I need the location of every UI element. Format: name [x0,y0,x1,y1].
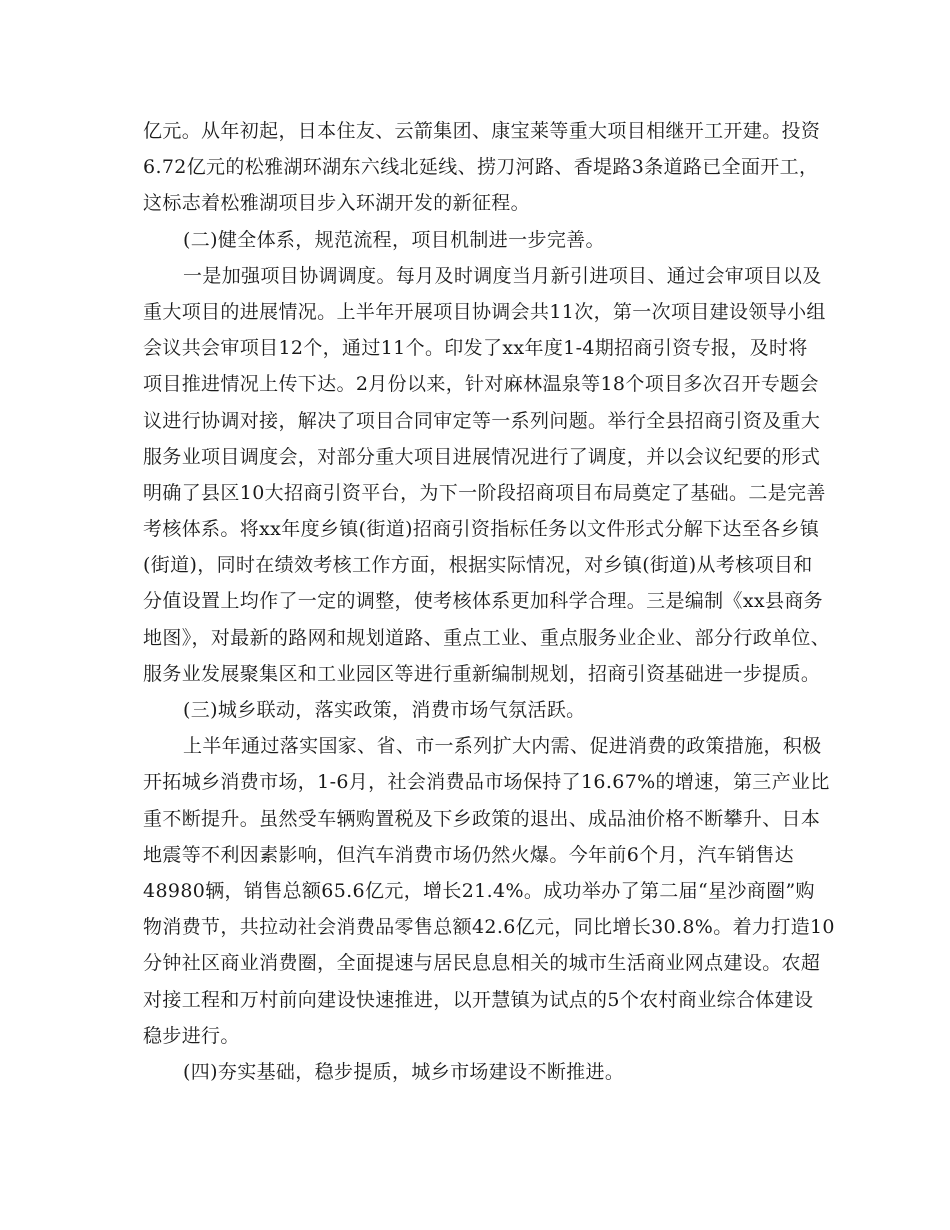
text-line: 地震等不利因素影响，但汽车消费市场仍然火爆。今年前6个月，汽车销售达 [143,843,794,866]
text-line: 稳步进行。 [143,1024,240,1047]
document-body [143,113,835,1090]
text-line: 这标志着松雅湖项目步入环湖开发的新征程。 [143,192,531,215]
text-line: 物消费节，共拉动社会消费品零售总额42.6亿元，同比增长30.8%。着力打造10 [143,916,835,939]
text-line: 分值设置上均作了一定的调整，使考核体系更加科学合理。三是编制《xx县商务 [143,590,824,613]
section-heading-4: (四)夯实基础，稳步提质，城乡市场建设不断推进。 [183,1060,625,1083]
text-line: 分钟社区商业消费圈，全面提速与居民息息相关的城市生活商业网点建设。农超 [143,952,821,975]
text-line: 会议共会审项目12个，通过11个。印发了xx年度1-4期招商引资专报，及时将 [143,337,808,360]
text-line: 一是加强项目协调调度。每月及时调度当月新引进项目、通过会审项目以及 [183,264,822,287]
text-line: 对接工程和万村前向建设快速推进，以开慧镇为试点的5个农村商业综合体建设 [143,988,814,1011]
text-line: 项目推进情况上传下达。2月份以来，针对麻林温泉等18个项目多次召开专题会 [143,373,819,396]
text-line: 考核体系。将xx年度乡镇(街道)招商引资指标任务以文件形式分解下达至各乡镇 [143,518,820,541]
text-line: 6.72亿元的松雅湖环湖东六线北延线、捞刀河路、香堤路3条道路已全面开工， [143,156,819,179]
text-line: 明确了县区10大招商引资平台，为下一阶段招商项目布局奠定了基础。二是完善 [143,481,826,504]
text-line: 上半年通过落实国家、省、市一系列扩大内需、促进消费的政策措施，积极 [183,735,822,758]
text-line: 议进行协调对接，解决了项目合同审定等一系列问题。举行全县招商引资及重大 [143,409,821,432]
text-line: 重大项目的进展情况。上半年开展项目协调会共11次，第一次项目建设领导小组 [143,300,826,323]
section-heading-2: (二)健全体系，规范流程，项目机制进一步完善。 [183,228,605,251]
text-line: 服务业项目调度会，对部分重大项目进展情况进行了调度，并以会议纪要的形式 [143,445,821,468]
text-line: 开拓城乡消费市场，1-6月，社会消费品市场保持了16.67%的增速，第三产业比 [143,771,830,794]
section-heading-3: (三)城乡联动，落实政策，消费市场气氛活跃。 [183,699,586,721]
text-line: 服务业发展聚集区和工业园区等进行重新编制规划，招商引资基础进一步提质。 [143,662,821,685]
text-line: 48980辆，销售总额65.6亿元，增长21.4%。成功举办了第二届“星沙商圈”购 [143,879,815,902]
text-line: 地图》，对最新的路网和规划道路、重点工业、重点服务业企业、部分行政单位、 [143,626,831,649]
text-line: 亿元。从年初起，日本住友、云箭集团、康宝莱等重大项目相继开工开建。投资 [143,120,821,142]
text-line: (街道)，同时在绩效考核工作方面，根据实际情况，对乡镇(街道)从考核项目和 [143,554,813,577]
text-line: 重不断提升。虽然受车辆购置税及下乡政策的退出、成品油价格不断攀升、日本 [143,807,821,830]
